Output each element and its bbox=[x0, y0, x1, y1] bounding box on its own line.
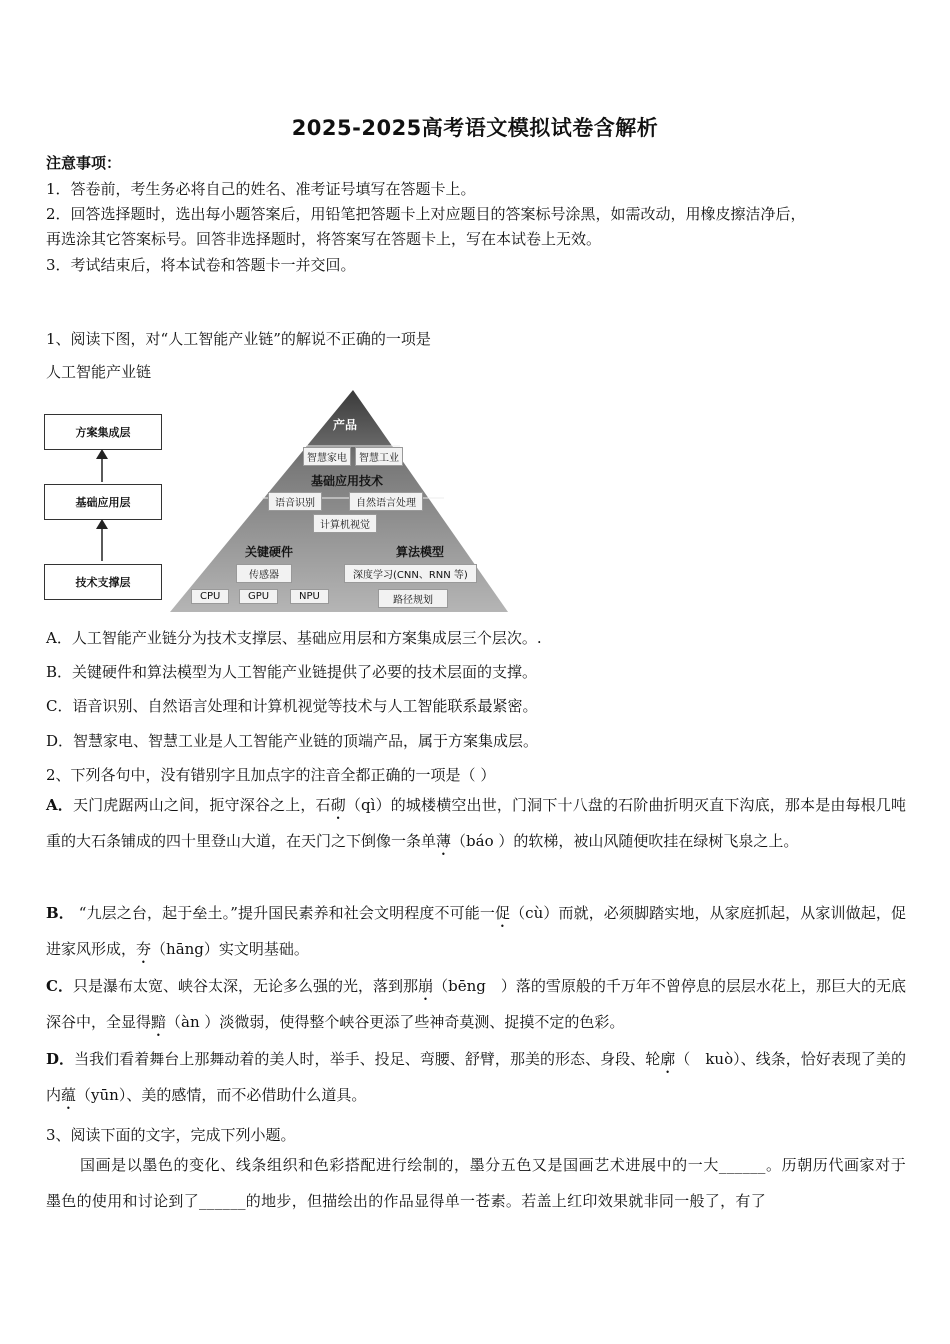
q2-c-text-1: 只是瀑布太宽、峡谷太深，无论多么强的光，落到那 bbox=[72, 977, 419, 995]
notice-heading: 注意事项： bbox=[46, 154, 122, 172]
notice-item-3: 3．考试结束后，将本试卷和答题卡一并交回。 bbox=[46, 256, 356, 274]
arrow-head-1 bbox=[96, 519, 108, 529]
q2-b-dotted-2: 夯 bbox=[136, 940, 152, 958]
pyramid-top-label: 产品 bbox=[333, 418, 358, 432]
q2-c-dotted-1: 崩 bbox=[418, 977, 434, 995]
q2-option-c bbox=[46, 968, 906, 1040]
q1-option-d: D．智慧家电、智慧工业是人工智能产业链的顶端产品，属于方案集成层。 bbox=[46, 732, 539, 750]
pyramid-tech-1: 语音识别 bbox=[268, 492, 322, 511]
q2-a-text-2: （qì）的城楼横空出世，门洞下十八盘的石阶曲折明灭直下沟底，那本是由每根几吨重的大石条铺成的四十里登山大道，在天门之下倒像一条单 bbox=[46, 796, 906, 850]
layer-box-application: 基础应用层 bbox=[44, 484, 162, 520]
q1-option-a: A．人工智能产业链分为技术支撑层、基础应用层和方案集成层三个层次。. bbox=[46, 629, 542, 647]
q2-c-text-3: （àn ）淡微弱，使得整个峡谷更添了些神奇莫测、捉摸不定的色彩。 bbox=[166, 1013, 625, 1031]
pyramid-path-planning: 路径规划 bbox=[378, 589, 448, 608]
q2-b-text-1: “九层之台，起于垒土。”提升国民素养和社会文明程度不可能一 bbox=[73, 904, 495, 922]
q2-a-text-1: 天门虎踞两山之间，扼守深谷之上，石 bbox=[72, 796, 331, 814]
pyramid-product-1: 智慧家电 bbox=[303, 447, 351, 466]
q2-option-b-label: B． bbox=[46, 904, 74, 922]
q2-b-dotted-1: 促 bbox=[494, 904, 511, 922]
q2-a-dotted-1: 砌 bbox=[330, 796, 346, 814]
q1-stem: 1、阅读下图，对“人工智能产业链”的解说不正确的一项是 bbox=[46, 330, 431, 348]
notice-item-2-cont: 再选涂其它答案标号。回答非选择题时，将答案写在答题卡上，写在本试卷上无效。 bbox=[46, 230, 602, 248]
arrow-head-2 bbox=[96, 449, 108, 459]
pyramid-tech-3: 计算机视觉 bbox=[313, 514, 377, 533]
q2-c-dotted-2: 黯 bbox=[151, 1013, 167, 1031]
pyramid-deep-learning: 深度学习(CNN、RNN 等) bbox=[344, 564, 477, 583]
q3-passage: 国画是以墨色的变化、线条组织和色彩搭配进行绘制的，墨分五色又是国画艺术进展中的一大______。历朝历代画家对于墨色的使用和讨论到了______的地步，但描绘出的作品显得单一苍素。若盖上红印效果就非同一般了，有了 bbox=[46, 1156, 906, 1210]
q2-a-dotted-2: 薄 bbox=[436, 832, 452, 850]
pyramid-algorithm-label: 算法模型 bbox=[396, 545, 445, 559]
q2-d-text-1: 当我们看着舞台上那舞动着的美人时，举手、投足、弯腰、舒臂，那美的形态、身段、轮 bbox=[74, 1050, 661, 1068]
q2-d-text-3: （yūn）、美的感情，而不必借助什么道具。 bbox=[76, 1086, 367, 1104]
page-title: 2025-2025高考语文模拟试卷含解析 bbox=[291, 116, 659, 140]
notice-item-1: 1．答卷前，考生务必将自己的姓名、准考证号填写在答题卡上。 bbox=[46, 180, 476, 198]
q3-stem: 3、阅读下面的文字，完成下列小题。 bbox=[46, 1126, 296, 1144]
pyramid-chip-cpu: CPU bbox=[191, 589, 229, 604]
layer-box-solution: 方案集成层 bbox=[44, 414, 162, 450]
pyramid-middle-label: 基础应用技术 bbox=[311, 474, 384, 488]
layer-box-support: 技术支撑层 bbox=[44, 564, 162, 600]
q1-option-c: C．语音识别、自然语言处理和计算机视觉等技术与人工智能联系最紧密。 bbox=[46, 697, 538, 715]
pyramid-sensor: 传感器 bbox=[236, 564, 292, 583]
notice-item-2: 2．回答选择题时，选出每小题答案后，用铅笔把答题卡上对应题目的答案标号涂黑，如需改动，用橡皮擦洁净后， bbox=[46, 205, 806, 223]
q2-stem: 2、下列各句中，没有错别字且加点字的注音全都正确的一项是（ ） bbox=[46, 766, 496, 784]
q2-d-dotted-1: 廓 bbox=[660, 1050, 676, 1068]
q2-b-text-2: （cù）而就，必须脚踏实地，从家庭抓起，从家训做起，促进家风形成， bbox=[46, 904, 906, 958]
q2-c-text-2: （bēng ）落的雪原般的千万年不曾停息的层层水花上，那巨大的无底深谷中，全显得 bbox=[46, 977, 906, 1031]
pyramid-product-2: 智慧工业 bbox=[355, 447, 403, 466]
q2-option-d-label: D． bbox=[46, 1050, 75, 1068]
q2-a-text-3: （báo ）的软梯，被山风随便吹挂在绿树飞泉之上。 bbox=[451, 832, 799, 850]
pyramid-chip-npu: NPU bbox=[290, 589, 329, 604]
figure-caption: 人工智能产业链 bbox=[46, 363, 152, 381]
q2-option-d bbox=[46, 1041, 906, 1113]
ai-industry-chain-figure bbox=[40, 388, 510, 614]
q2-d-text-2: （ kuò）、线条，恰好表现了美的内 bbox=[46, 1050, 906, 1104]
q1-option-b: B．关键硬件和算法模型为人工智能产业链提供了必要的技术层面的支撑。 bbox=[46, 663, 538, 681]
q2-option-a-label: A． bbox=[46, 796, 73, 814]
q2-option-c-label: C． bbox=[46, 977, 73, 995]
q2-option-a bbox=[46, 787, 906, 859]
pyramid-hardware-label: 关键硬件 bbox=[245, 545, 294, 559]
q2-d-dotted-2: 蕴 bbox=[61, 1086, 77, 1104]
pyramid-chip-gpu: GPU bbox=[239, 589, 278, 604]
q2-b-text-3: （hāng）实文明基础。 bbox=[151, 940, 309, 958]
pyramid-tech-2: 自然语言处理 bbox=[349, 492, 423, 511]
q2-option-b bbox=[46, 895, 906, 967]
